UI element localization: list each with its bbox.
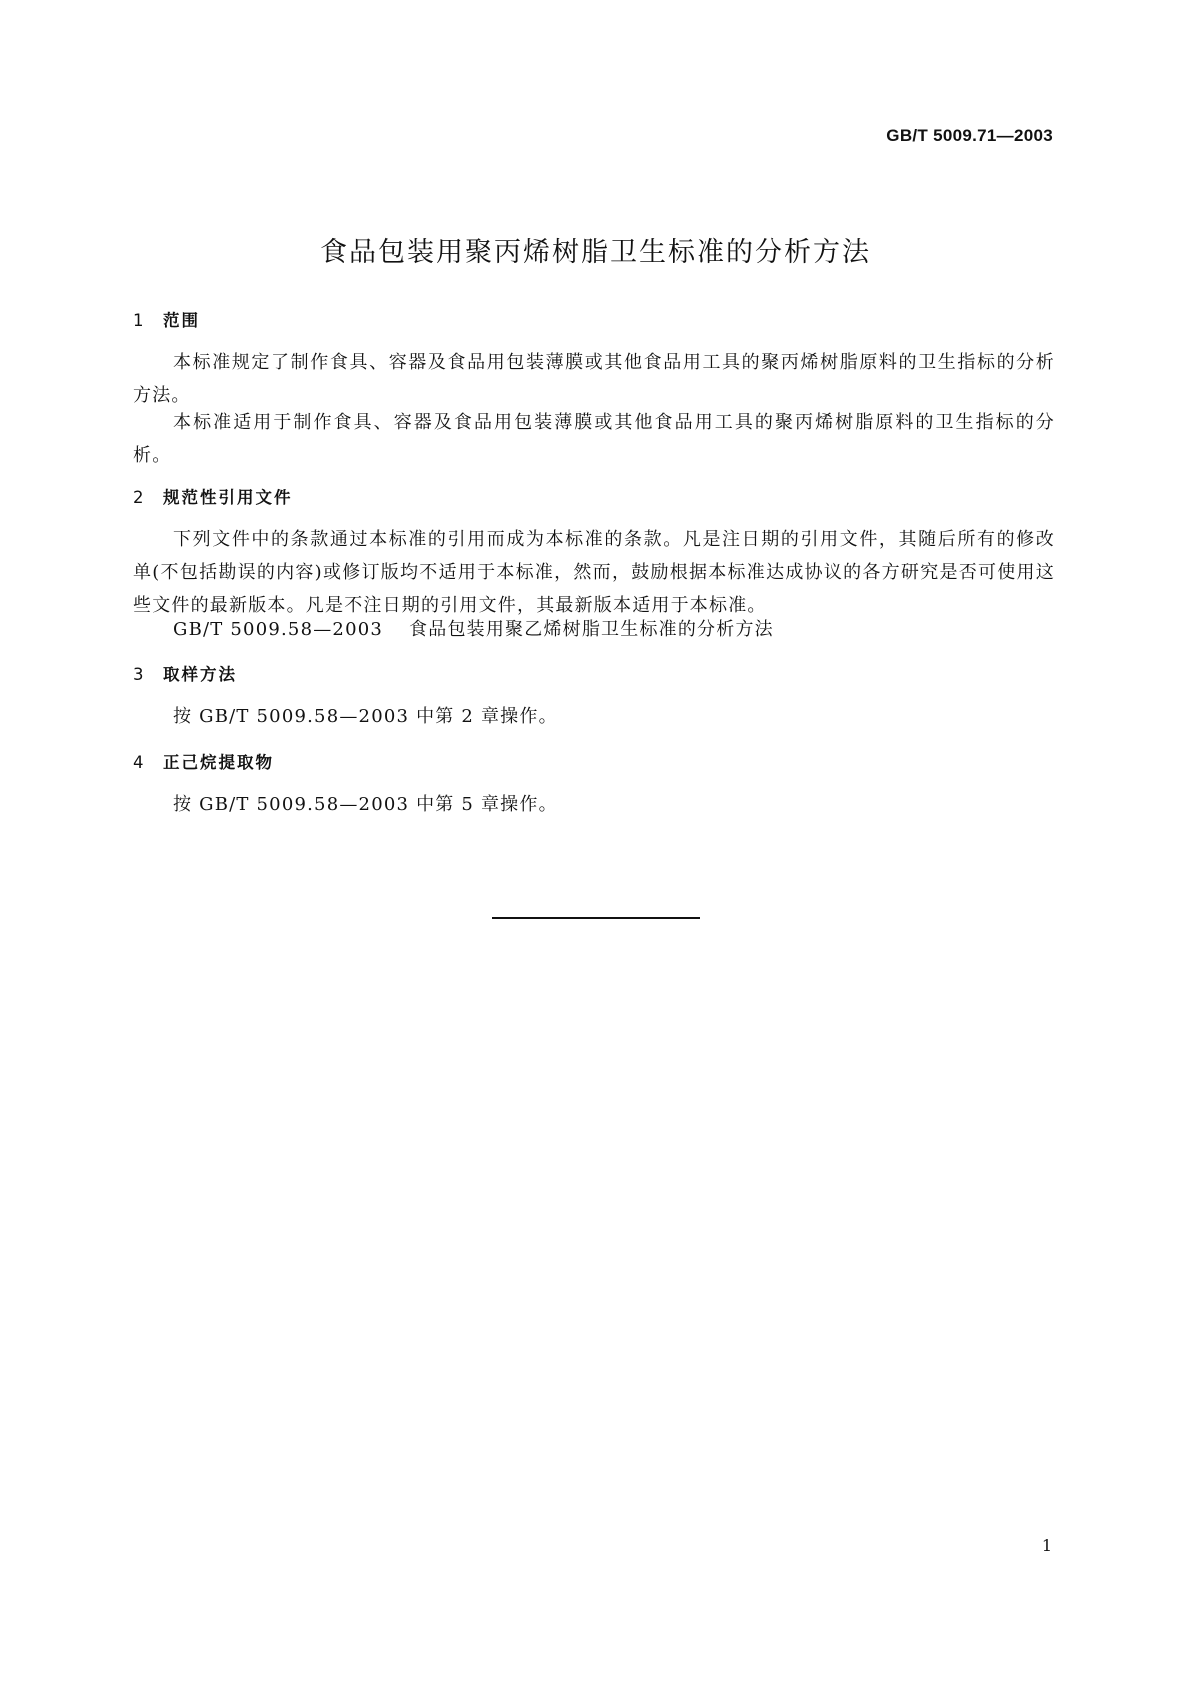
section-4-paragraph-1: 按 GB/T 5009.58—2003 中第 5 章操作。 [173,794,558,815]
section-1-paragraph-2: 本标准适用于制作食具、容器及食品用包装薄膜或其他食品用工具的聚丙烯树脂原料的卫生指标的分析。 [133,412,1055,466]
section-title: 取样方法 [163,665,237,684]
section-4-heading [133,749,274,773]
section-2-paragraph-1: 下列文件中的条款通过本标准的引用而成为本标准的条款。凡是注日期的引用文件，其随后所有的修改单(不包括勘误的内容)或修订版均不适用于本标准，然而，鼓励根据本标准达成协议的各方研究是否可使用这些文件的最新版本。凡是不注日期的引用文件，其最新版本适用于本标准。 [133,529,1055,616]
section-number: 1 [133,311,146,330]
section-2-heading [133,484,293,508]
section-1-heading [133,307,200,331]
section-number: 2 [133,488,146,507]
section-title: 正己烷提取物 [163,753,274,772]
section-title: 规范性引用文件 [163,488,293,507]
reference-code: GB/T 5009.58—2003 [173,619,384,640]
page-number: 1 [1041,1536,1052,1555]
document-title: 食品包装用聚丙烯树脂卫生标准的分析方法 [320,237,871,268]
section-3-paragraph-1: 按 GB/T 5009.58—2003 中第 2 章操作。 [173,706,558,727]
normative-reference [173,615,774,641]
section-1-paragraph-1: 本标准规定了制作食具、容器及食品用包装薄膜或其他食品用工具的聚丙烯树脂原料的卫生指标的分析方法。 [133,352,1055,406]
section-3-heading [133,661,237,685]
reference-title: 食品包装用聚乙烯树脂卫生标准的分析方法 [409,619,774,640]
section-number: 3 [133,665,146,684]
section-title: 范围 [163,311,200,330]
end-of-document-rule [492,917,700,919]
section-number: 4 [133,753,146,772]
standard-number: GB/T 5009.71—2003 [886,126,1053,145]
